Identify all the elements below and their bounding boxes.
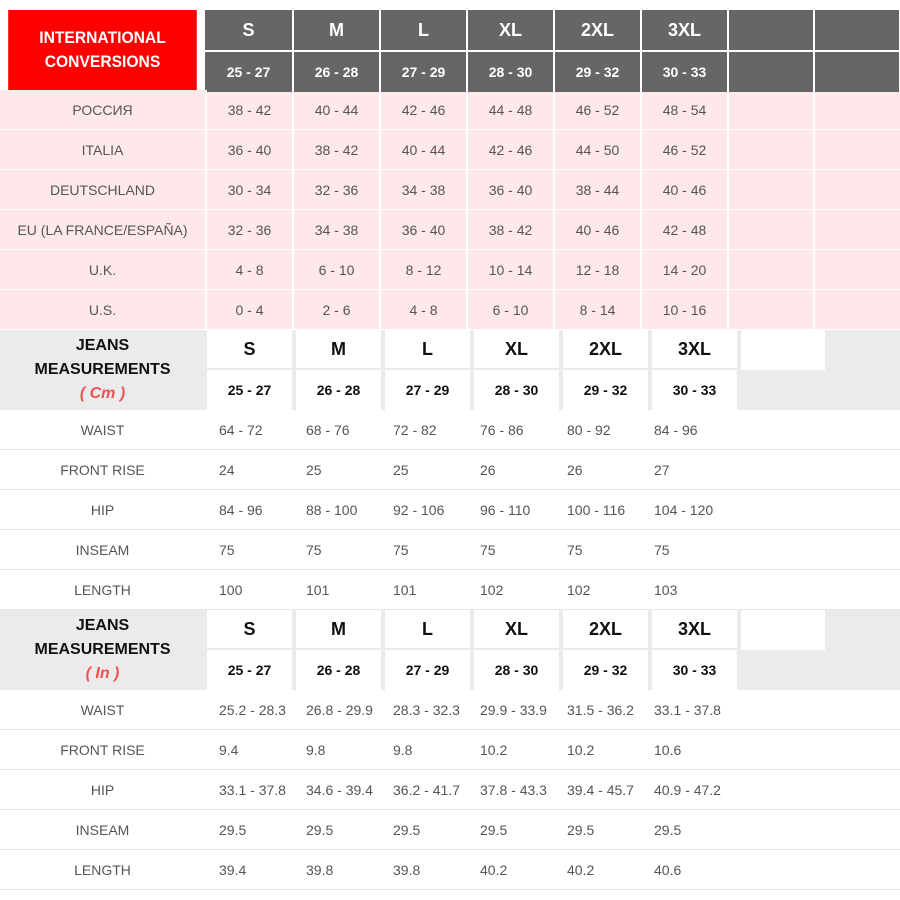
size-header: 2XL: [561, 610, 648, 650]
conversion-value: 6 - 10: [466, 290, 553, 330]
empty-header-cell: [739, 330, 825, 370]
measurement-value: 9.4: [205, 730, 292, 769]
measurement-value: 40.2: [466, 850, 553, 889]
size-header: 3XL: [650, 330, 737, 370]
waist-range-header: 28 - 30: [472, 370, 559, 410]
country-label: РОССИЯ: [72, 102, 133, 118]
measurement-value: 101: [379, 570, 466, 609]
measurement-row: [0, 450, 900, 490]
conversion-value: 2 - 6: [292, 290, 379, 330]
conversion-value: 32 - 36: [205, 210, 292, 250]
empty-cell: [813, 90, 899, 130]
conversion-value: 38 - 44: [553, 170, 640, 210]
measurement-value: 39.8: [379, 850, 466, 889]
size-header: XL: [466, 10, 553, 50]
conversion-value: 4 - 8: [205, 250, 292, 290]
empty-cell: [727, 690, 813, 729]
size-chart: [0, 10, 900, 890]
size-header: M: [294, 330, 381, 370]
empty-cell: [727, 810, 813, 849]
size-header: XL: [472, 610, 559, 650]
measurement-value: 28.3 - 32.3: [379, 690, 466, 729]
waist-range-header: 26 - 28: [294, 370, 381, 410]
measurement-value: 40.6: [640, 850, 727, 889]
range-row: [205, 370, 825, 410]
measurement-value: 29.5: [205, 810, 292, 849]
measurement-value: 27: [640, 450, 727, 489]
range-row: [205, 650, 825, 690]
measurement-value: 64 - 72: [205, 410, 292, 449]
measurement-value: 9.8: [292, 730, 379, 769]
conversion-value: 40 - 46: [553, 210, 640, 250]
empty-cell: [813, 170, 899, 210]
measurements-title-line1: JEANS: [75, 337, 130, 354]
waist-range-header: 29 - 32: [561, 650, 648, 690]
measurement-row: [0, 570, 900, 610]
measurement-value: 10.6: [640, 730, 727, 769]
measurement-value: 39.4 - 45.7: [553, 770, 640, 809]
measurement-value: 92 - 106: [379, 490, 466, 529]
conversion-row: [0, 250, 900, 290]
measurement-label: INSEAM: [75, 541, 130, 558]
conversion-value: 36 - 40: [466, 170, 553, 210]
waist-range-header: 26 - 28: [292, 52, 379, 92]
conversion-value: 38 - 42: [466, 210, 553, 250]
empty-cell: [813, 770, 899, 809]
measurement-row: [0, 770, 900, 810]
conversion-value: 40 - 44: [379, 130, 466, 170]
waist-range-header: 30 - 33: [650, 370, 737, 410]
empty-cell: [727, 490, 813, 529]
conversion-value: 4 - 8: [379, 290, 466, 330]
measurement-value: 29.5: [553, 810, 640, 849]
measurement-value: 29.5: [379, 810, 466, 849]
measurement-row: [0, 690, 900, 730]
country-label: U.S.: [88, 302, 117, 318]
waist-range-header: 28 - 30: [466, 52, 553, 92]
measurement-label: FRONT RISE: [60, 461, 145, 478]
measurement-value: 24: [205, 450, 292, 489]
measurement-value: 25.2 - 28.3: [205, 690, 292, 729]
measurement-value: 76 - 86: [466, 410, 553, 449]
size-header: 3XL: [650, 610, 737, 650]
empty-cell: [813, 850, 899, 889]
conversion-value: 0 - 4: [205, 290, 292, 330]
empty-cell: [813, 290, 899, 330]
country-label: DEUTSCHLAND: [49, 182, 155, 198]
measurement-value: 29.5: [466, 810, 553, 849]
measurement-value: 25: [292, 450, 379, 489]
conversion-value: 46 - 52: [553, 90, 640, 130]
measurement-value: 88 - 100: [292, 490, 379, 529]
conversion-row: [0, 290, 900, 330]
measurement-value: 75: [466, 530, 553, 569]
measurement-value: 36.2 - 41.7: [379, 770, 466, 809]
measurement-value: 39.8: [292, 850, 379, 889]
empty-header-cell: [813, 52, 899, 92]
measurement-value: 10.2: [553, 730, 640, 769]
measurement-value: 103: [640, 570, 727, 609]
measurement-value: 80 - 92: [553, 410, 640, 449]
country-label: ITALIA: [81, 142, 124, 158]
measurement-value: 104 - 120: [640, 490, 727, 529]
waist-range-header: 26 - 28: [294, 650, 381, 690]
measurement-label: HIP: [90, 501, 115, 518]
measurement-value: 39.4: [205, 850, 292, 889]
measurement-value: 37.8 - 43.3: [466, 770, 553, 809]
measurement-value: 100 - 116: [553, 490, 640, 529]
size-row: [205, 610, 825, 650]
conversion-value: 8 - 12: [379, 250, 466, 290]
measurement-value: 31.5 - 36.2: [553, 690, 640, 729]
conversion-value: 10 - 14: [466, 250, 553, 290]
conversion-value: 48 - 54: [640, 90, 727, 130]
size-header: XL: [472, 330, 559, 370]
empty-cell: [813, 490, 899, 529]
empty-cell: [813, 570, 899, 609]
country-label: U.K.: [88, 262, 117, 278]
measurement-value: 100: [205, 570, 292, 609]
size-header: 2XL: [553, 10, 640, 50]
measurement-value: 34.6 - 39.4: [292, 770, 379, 809]
conversion-value: 36 - 40: [205, 130, 292, 170]
measurement-label: FRONT RISE: [60, 741, 145, 758]
measurements-title-line2: MEASUREMENTS: [34, 641, 171, 658]
conversion-value: 36 - 40: [379, 210, 466, 250]
empty-cell: [813, 210, 899, 250]
size-header: S: [242, 19, 255, 40]
empty-header-cell: [739, 610, 825, 650]
international-title-line2: CONVERSIONS: [44, 52, 161, 71]
measurement-value: 72 - 82: [379, 410, 466, 449]
empty-header-cell: [727, 52, 813, 92]
conversion-value: 44 - 50: [553, 130, 640, 170]
measurement-row: [0, 410, 900, 450]
conversion-value: 10 - 16: [640, 290, 727, 330]
measurement-row: [0, 850, 900, 890]
international-title: [8, 10, 197, 90]
measurement-value: 26: [466, 450, 553, 489]
waist-range-header: 29 - 32: [553, 52, 640, 92]
empty-cell: [727, 90, 813, 130]
measurement-value: 26.8 - 29.9: [292, 690, 379, 729]
empty-header-cell: [727, 10, 813, 50]
empty-header-cell: [813, 10, 899, 50]
empty-cell: [727, 290, 813, 330]
measurements-title-line2: MEASUREMENTS: [34, 361, 171, 378]
size-header: S: [205, 330, 292, 370]
unit-label: ( In ): [85, 665, 120, 682]
conversion-value: 14 - 20: [640, 250, 727, 290]
conversion-value: 34 - 38: [292, 210, 379, 250]
measurement-value: 101: [292, 570, 379, 609]
empty-cell: [813, 130, 899, 170]
empty-cell: [813, 810, 899, 849]
empty-cell: [727, 530, 813, 569]
measurement-label: INSEAM: [75, 821, 130, 838]
size-header: 2XL: [561, 330, 648, 370]
measurement-row: [0, 490, 900, 530]
measurement-value: 84 - 96: [640, 410, 727, 449]
measurement-label: HIP: [90, 781, 115, 798]
measurements-title: [0, 610, 205, 690]
empty-cell: [727, 570, 813, 609]
waist-range-header: 25 - 27: [205, 650, 292, 690]
measurement-value: 75: [379, 530, 466, 569]
country-label: EU (LA FRANCE/ESPAÑA): [17, 222, 188, 238]
measurement-value: 102: [553, 570, 640, 609]
waist-range-header: 28 - 30: [472, 650, 559, 690]
measurement-value: 29.5: [640, 810, 727, 849]
measurement-row: [0, 530, 900, 570]
empty-cell: [727, 130, 813, 170]
measurement-value: 75: [205, 530, 292, 569]
international-range-row: [205, 52, 899, 92]
jeans-cm-header: [0, 330, 900, 410]
measurement-value: 75: [292, 530, 379, 569]
measurement-value: 75: [640, 530, 727, 569]
conversion-row: [0, 90, 900, 130]
measurement-value: 84 - 96: [205, 490, 292, 529]
conversion-value: 44 - 48: [466, 90, 553, 130]
measurements-title-line1: JEANS: [75, 617, 130, 634]
size-row: [205, 330, 825, 370]
size-header: L: [379, 10, 466, 50]
empty-cell: [727, 730, 813, 769]
conversion-value: 6 - 10: [292, 250, 379, 290]
empty-cell: [727, 850, 813, 889]
measurement-label: WAIST: [80, 701, 125, 718]
conversion-value: 30 - 34: [205, 170, 292, 210]
conversion-value: 38 - 42: [205, 90, 292, 130]
measurement-value: 29.9 - 33.9: [466, 690, 553, 729]
measurement-row: [0, 730, 900, 770]
empty-cell: [727, 170, 813, 210]
conversion-value: 34 - 38: [379, 170, 466, 210]
international-title-line1: INTERNATIONAL: [39, 28, 166, 47]
conversion-value: 42 - 46: [379, 90, 466, 130]
empty-header-cell: [739, 370, 825, 410]
waist-range-header: 27 - 29: [379, 52, 466, 92]
conversion-value: 32 - 36: [292, 170, 379, 210]
waist-range-header: 27 - 29: [383, 370, 470, 410]
empty-cell: [727, 250, 813, 290]
conversion-value: 40 - 44: [292, 90, 379, 130]
measurement-label: LENGTH: [74, 861, 131, 878]
measurement-value: 96 - 110: [466, 490, 553, 529]
measurement-value: 26: [553, 450, 640, 489]
conversion-value: 46 - 52: [640, 130, 727, 170]
empty-cell: [813, 730, 899, 769]
size-header: L: [383, 330, 470, 370]
conversion-value: 40 - 46: [640, 170, 727, 210]
measurement-value: 102: [466, 570, 553, 609]
conversion-row: [0, 130, 900, 170]
size-header: S: [205, 610, 292, 650]
waist-range-header: 30 - 33: [640, 52, 727, 92]
measurement-label: LENGTH: [74, 581, 131, 598]
empty-cell: [813, 530, 899, 569]
measurement-label: WAIST: [80, 421, 125, 438]
conversion-row: [0, 210, 900, 250]
conversion-row: [0, 170, 900, 210]
waist-range-header: 30 - 33: [650, 650, 737, 690]
measurement-value: 75: [553, 530, 640, 569]
unit-label: ( Cm ): [79, 385, 126, 402]
conversion-value: 38 - 42: [292, 130, 379, 170]
empty-cell: [727, 450, 813, 489]
measurement-row: [0, 810, 900, 850]
jeans-in-header: [0, 610, 900, 690]
measurement-value: 68 - 76: [292, 410, 379, 449]
empty-header-cell: [739, 650, 825, 690]
empty-cell: [813, 690, 899, 729]
conversion-value: 42 - 46: [466, 130, 553, 170]
empty-cell: [727, 210, 813, 250]
conversion-value: 42 - 48: [640, 210, 727, 250]
waist-range-header: 29 - 32: [561, 370, 648, 410]
measurement-value: 25: [379, 450, 466, 489]
empty-cell: [727, 770, 813, 809]
size-header: 3XL: [640, 10, 727, 50]
empty-cell: [813, 450, 899, 489]
waist-range-header: 27 - 29: [383, 650, 470, 690]
conversion-value: 12 - 18: [553, 250, 640, 290]
conversion-value: 8 - 14: [553, 290, 640, 330]
measurements-title: [0, 330, 205, 410]
measurement-value: 33.1 - 37.8: [640, 690, 727, 729]
measurement-value: 40.9 - 47.2: [640, 770, 727, 809]
size-header: M: [292, 10, 379, 50]
measurement-value: 10.2: [466, 730, 553, 769]
waist-range-header: 25 - 27: [226, 64, 271, 80]
measurement-value: 9.8: [379, 730, 466, 769]
waist-range-header: 25 - 27: [205, 370, 292, 410]
measurement-value: 40.2: [553, 850, 640, 889]
empty-cell: [813, 410, 899, 449]
empty-cell: [813, 250, 899, 290]
international-header: [0, 10, 900, 90]
measurement-value: 29.5: [292, 810, 379, 849]
size-header: L: [383, 610, 470, 650]
empty-cell: [727, 410, 813, 449]
measurement-value: 33.1 - 37.8: [205, 770, 292, 809]
size-header: M: [294, 610, 381, 650]
international-size-row: [205, 10, 899, 52]
